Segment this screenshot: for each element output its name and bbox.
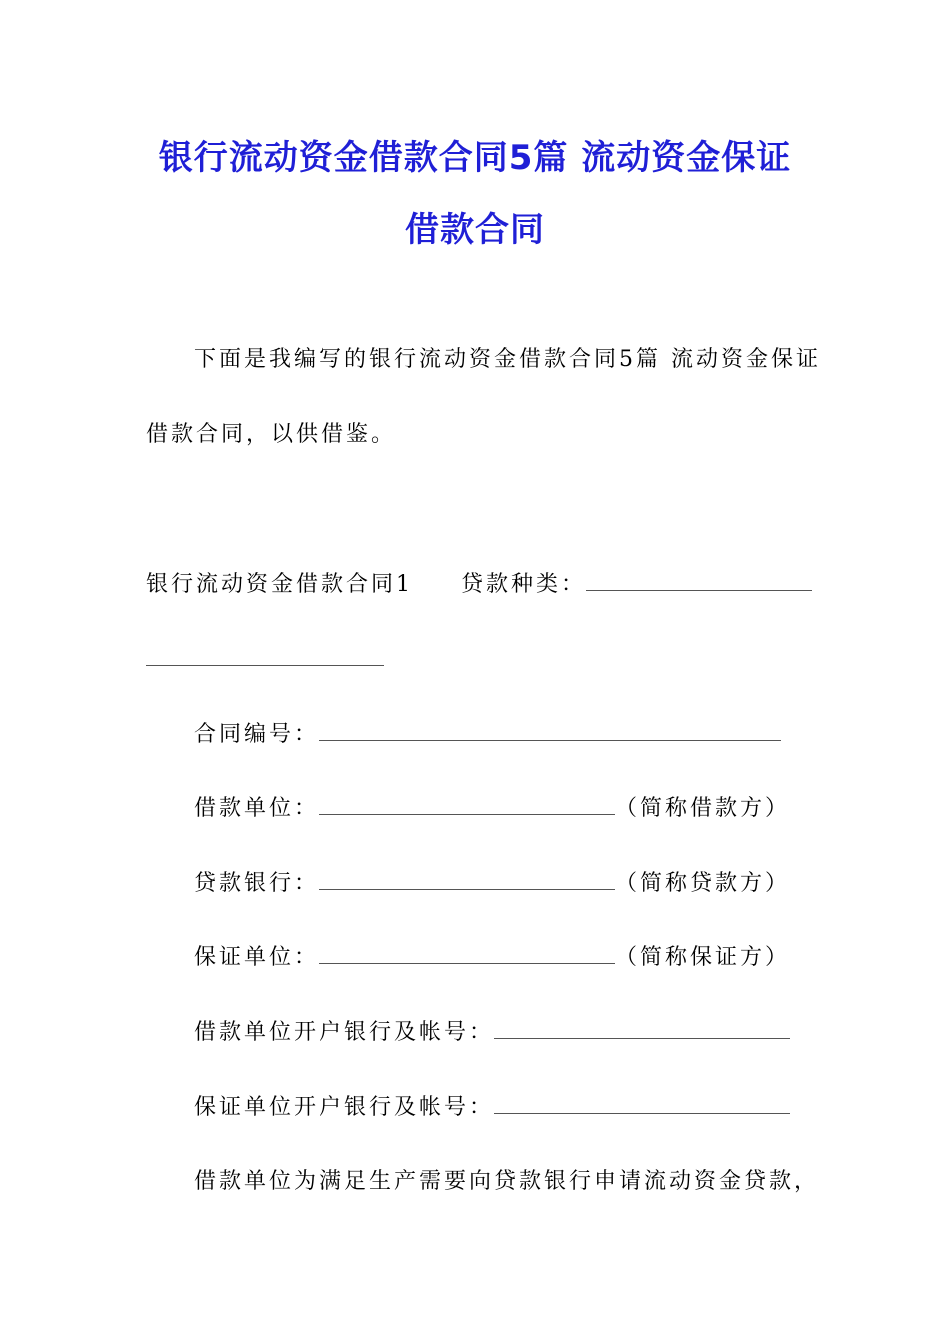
contract-heading-row [146, 570, 812, 600]
lender-label: 贷款银行： [194, 871, 320, 896]
guarantor-row [194, 943, 790, 973]
contract-no-row [194, 720, 781, 750]
borrower-label: 借款单位： [194, 796, 320, 821]
borrower-row [194, 794, 790, 824]
guarantor-account-label: 保证单位开户银行及帐号： [194, 1095, 495, 1120]
borrower-note: （简称借款方） [615, 796, 791, 821]
borrower-account-blank[interactable] [494, 1018, 790, 1039]
contract-heading: 银行流动资金借款合同1 [146, 572, 413, 597]
borrower-account-row [194, 1018, 790, 1048]
loan-type-blank-continued[interactable] [146, 645, 384, 666]
lender-row [194, 869, 790, 899]
guarantor-blank[interactable] [319, 943, 615, 964]
loan-type-blank[interactable] [586, 570, 812, 591]
intro-line-1: 下面是我编写的银行流动资金借款合同5篇 流动资金保证 [194, 347, 821, 372]
document-title-line-1: 银行流动资金借款合同5篇 流动资金保证 [158, 138, 792, 178]
guarantor-label: 保证单位： [194, 945, 320, 970]
document-title-line-2: 借款合同 [405, 210, 545, 250]
lender-note: （简称贷款方） [615, 871, 791, 896]
loan-type-label: 贷款种类： [461, 572, 587, 597]
guarantor-account-row [194, 1093, 790, 1123]
contract-body-line-1: 借款单位为满足生产需要向贷款银行申请流动资金贷款， [194, 1169, 820, 1194]
guarantor-account-blank[interactable] [494, 1093, 790, 1114]
borrower-blank[interactable] [319, 794, 615, 815]
intro-line-2: 借款合同，以供借鉴。 [146, 422, 397, 447]
borrower-account-label: 借款单位开户银行及帐号： [194, 1020, 495, 1045]
loan-type-blank-continued-row [146, 645, 384, 675]
lender-blank[interactable] [319, 869, 615, 890]
contract-no-label: 合同编号： [194, 722, 320, 747]
contract-no-blank[interactable] [319, 720, 781, 741]
guarantor-note: （简称保证方） [615, 945, 791, 970]
